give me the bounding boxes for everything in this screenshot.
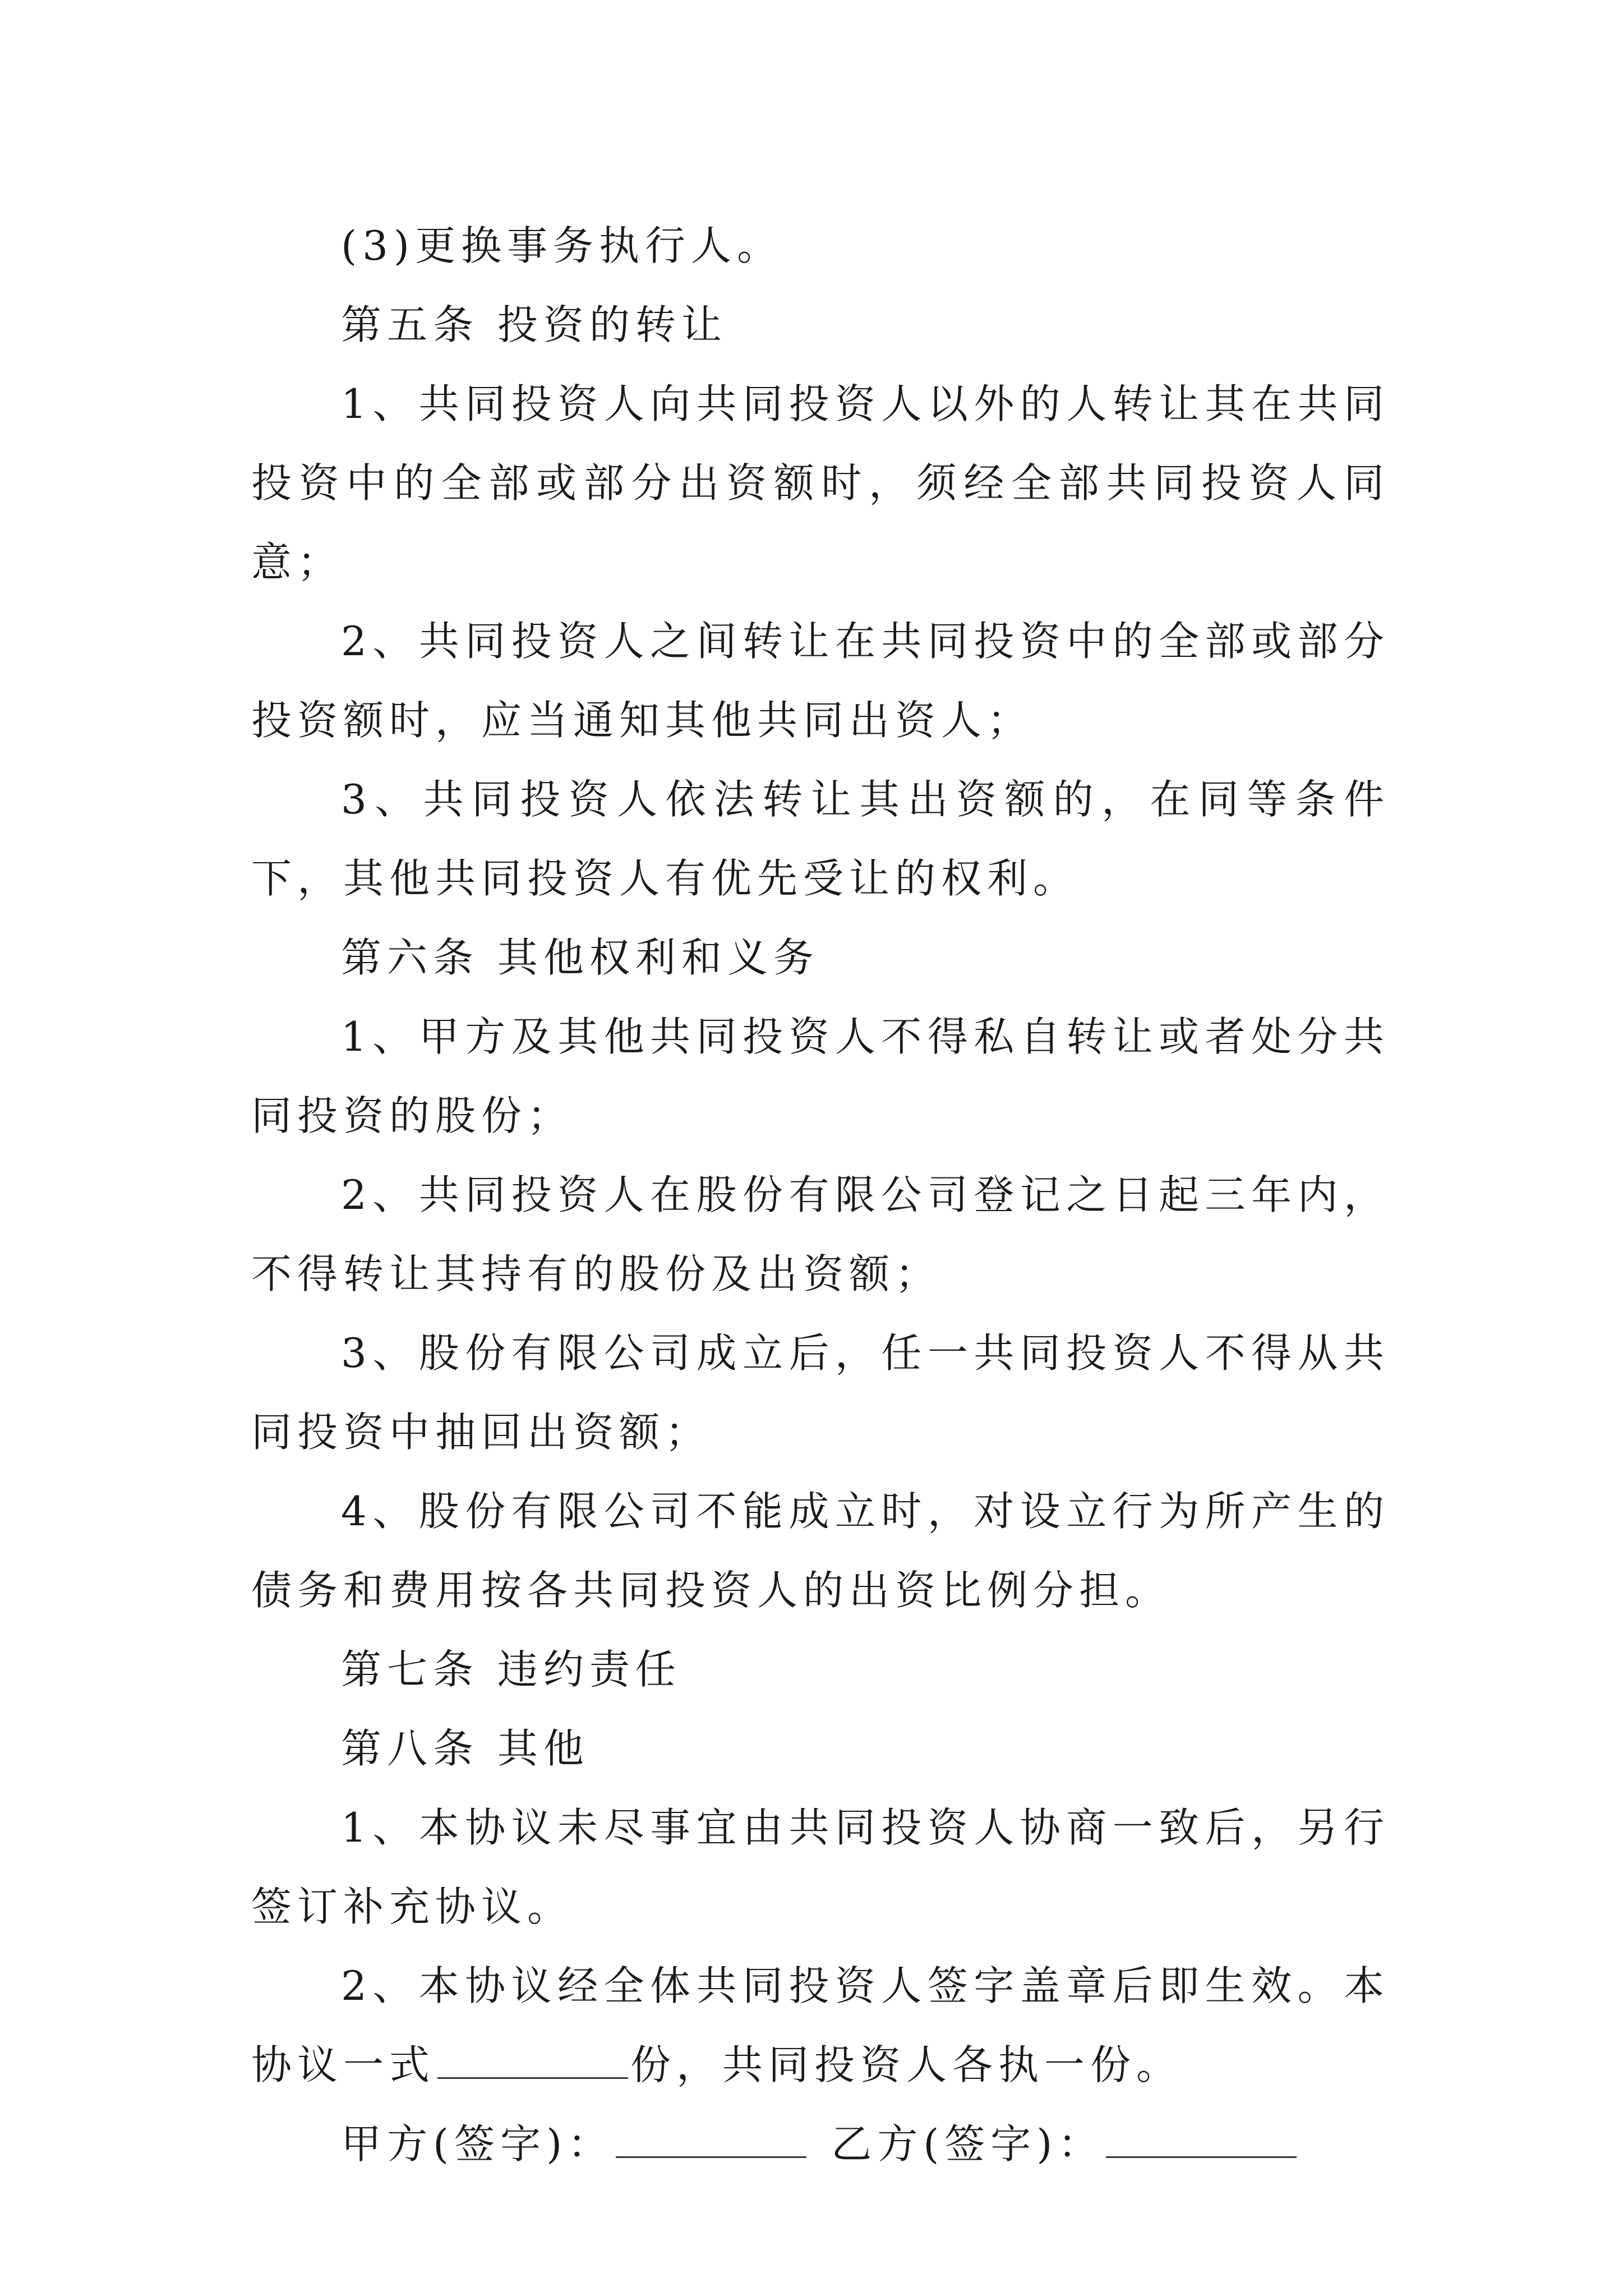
article-6-heading: 第六条 其他权利和义务 bbox=[341, 934, 819, 981]
party-b-signature bbox=[831, 2105, 1299, 2184]
article-8-item-2 bbox=[251, 1947, 1390, 2105]
party-b-signature-field[interactable] bbox=[1106, 2119, 1297, 2158]
document-body bbox=[251, 206, 1390, 2184]
party-a-signature-field[interactable] bbox=[616, 2119, 806, 2158]
article-8-item-2-prefix: 2、本协议经全体共同投资人签字盖章后即生效。本协议一式 bbox=[251, 1962, 1390, 2088]
signature-row bbox=[251, 2105, 1390, 2184]
copies-blank-field[interactable] bbox=[437, 2040, 628, 2079]
article-6-item-2: 2、共同投资人在股份有限公司登记之日起三年内，不得转让其持有的股份及出资额； bbox=[251, 1171, 1390, 1297]
article-6-item-1: 1、甲方及其他共同投资人不得私自转让或者处分共同投资的股份； bbox=[251, 1013, 1390, 1139]
party-a-label: 甲方(签字)： bbox=[341, 2120, 614, 2168]
article-8-item-2-suffix: 份，共同投资人各执一份。 bbox=[630, 2041, 1183, 2088]
party-b-label: 乙方(签字)： bbox=[831, 2120, 1104, 2168]
party-a-signature bbox=[341, 2105, 809, 2184]
clause-item-3-replace-executor: (3)更换事务执行人。 bbox=[341, 222, 783, 269]
article-6-item-4: 4、股份有限公司不能成立时，对设立行为所产生的债务和费用按各共同投资人的出资比例分担。 bbox=[251, 1488, 1390, 1614]
article-7-heading: 第七条 违约责任 bbox=[341, 1646, 681, 1693]
article-5-item-2: 2、共同投资人之间转让在共同投资中的全部或部分投资额时，应当通知其他共同出资人； bbox=[251, 618, 1390, 744]
article-5-item-1: 1、共同投资人向共同投资人以外的人转让其在共同投资中的全部或部分出资额时，须经全部共同投资人同意； bbox=[251, 380, 1390, 586]
article-8-item-1: 1、本协议未尽事宜由共同投资人协商一致后，另行签订补充协议。 bbox=[251, 1804, 1390, 1930]
article-8-heading: 第八条 其他 bbox=[341, 1725, 589, 1772]
article-5-item-3: 3、共同投资人依法转让其出资额的，在同等条件下，其他共同投资人有优先受让的权利。 bbox=[251, 776, 1390, 902]
article-5-heading: 第五条 投资的转让 bbox=[341, 301, 727, 348]
article-6-item-3: 3、股份有限公司成立后，任一共同投资人不得从共同投资中抽回出资额； bbox=[251, 1329, 1390, 1456]
